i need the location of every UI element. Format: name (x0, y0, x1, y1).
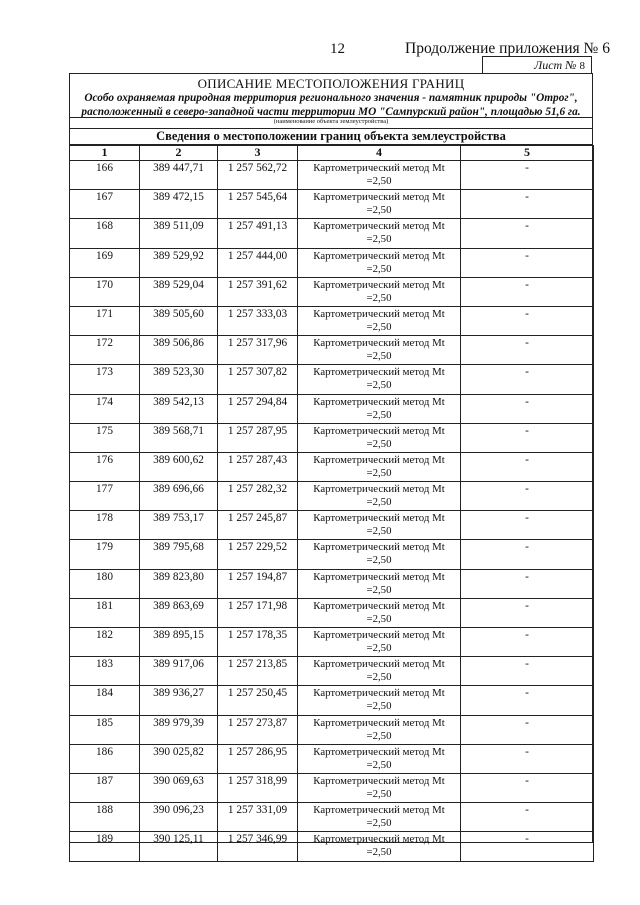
point-number-cell: 189 (70, 832, 140, 861)
document-title: ОПИСАНИЕ МЕСТОПОЛОЖЕНИЯ ГРАНИЦ (197, 76, 465, 91)
method-cell (298, 569, 461, 598)
method-cell (298, 190, 461, 219)
method-line2: =2,50 (366, 525, 392, 538)
note-cell: - (461, 336, 594, 365)
y-coordinate-cell: 1 257 545,64 (218, 190, 298, 219)
method-line2: =2,50 (366, 583, 392, 596)
method-cell (298, 773, 461, 802)
method-cell (298, 511, 461, 540)
method-cell (298, 715, 461, 744)
table-row (70, 219, 594, 248)
note-cell: - (461, 569, 594, 598)
point-number-cell: 182 (70, 628, 140, 657)
method-line1: Картометрический метод Mt (313, 658, 445, 671)
y-coordinate-cell: 1 257 562,72 (218, 161, 298, 190)
x-coordinate-cell: 389 511,09 (140, 219, 218, 248)
method-line1: Картометрический метод Mt (313, 249, 445, 262)
y-coordinate-cell: 1 257 294,84 (218, 394, 298, 423)
y-coordinate-cell: 1 257 194,87 (218, 569, 298, 598)
table-row (70, 569, 594, 598)
section-title: Сведения о местоположении границ объекта землеустройства (70, 128, 592, 145)
method-cell (298, 686, 461, 715)
method-cell (298, 161, 461, 190)
method-cell (298, 744, 461, 773)
sheet-label-box (482, 56, 592, 73)
y-coordinate-cell: 1 257 391,62 (218, 277, 298, 306)
method-line1: Картометрический метод Mt (313, 541, 445, 554)
method-line2: =2,50 (366, 700, 392, 713)
table-row (70, 161, 594, 190)
method-line1: Картометрический метод Mt (313, 453, 445, 466)
x-coordinate-cell: 389 529,92 (140, 248, 218, 277)
note-cell: - (461, 803, 594, 832)
x-coordinate-cell: 390 096,23 (140, 803, 218, 832)
method-cell (298, 803, 461, 832)
method-line2: =2,50 (366, 554, 392, 567)
method-line2: =2,50 (366, 233, 392, 246)
x-coordinate-cell: 389 529,04 (140, 277, 218, 306)
note-cell: - (461, 773, 594, 802)
point-number-cell: 168 (70, 219, 140, 248)
note-cell: - (461, 277, 594, 306)
method-line2: =2,50 (366, 437, 392, 450)
point-number-cell: 178 (70, 511, 140, 540)
x-coordinate-cell: 389 979,39 (140, 715, 218, 744)
note-cell: - (461, 832, 594, 861)
x-coordinate-cell: 389 917,06 (140, 657, 218, 686)
note-cell: - (461, 657, 594, 686)
page-number: 12 (330, 41, 345, 57)
method-cell (298, 365, 461, 394)
y-coordinate-cell: 1 257 444,00 (218, 248, 298, 277)
y-coordinate-cell: 1 257 286,95 (218, 744, 298, 773)
method-line2: =2,50 (366, 846, 392, 859)
point-number-cell: 186 (70, 744, 140, 773)
x-coordinate-cell: 389 936,27 (140, 686, 218, 715)
y-coordinate-cell: 1 257 213,85 (218, 657, 298, 686)
point-number-cell: 175 (70, 423, 140, 452)
point-number-cell: 177 (70, 482, 140, 511)
y-coordinate-cell: 1 257 331,09 (218, 803, 298, 832)
method-line2: =2,50 (366, 320, 392, 333)
x-coordinate-cell: 389 542,13 (140, 394, 218, 423)
document-subtitle-line2: расположенный в северо-западной части территории МО "Сампурский район", площадью 51,6 га. (81, 106, 581, 118)
method-cell (298, 423, 461, 452)
sheet-label: Лист № (534, 58, 577, 72)
method-line2: =2,50 (366, 612, 392, 625)
point-number-cell: 172 (70, 336, 140, 365)
method-line1: Картометрический метод Mt (313, 162, 445, 174)
note-cell: - (461, 628, 594, 657)
y-coordinate-cell: 1 257 245,87 (218, 511, 298, 540)
table-body (70, 161, 594, 862)
table-row (70, 394, 594, 423)
method-cell (298, 277, 461, 306)
method-line2: =2,50 (366, 466, 392, 479)
x-coordinate-cell: 389 823,80 (140, 569, 218, 598)
x-coordinate-cell: 390 069,63 (140, 773, 218, 802)
point-number-cell: 180 (70, 569, 140, 598)
point-number-cell: 185 (70, 715, 140, 744)
method-cell (298, 306, 461, 335)
x-coordinate-cell: 389 895,15 (140, 628, 218, 657)
note-cell: - (461, 394, 594, 423)
x-coordinate-cell: 390 125,11 (140, 832, 218, 861)
note-cell: - (461, 161, 594, 190)
column-header-4: 4 (298, 146, 461, 161)
note-cell: - (461, 715, 594, 744)
y-coordinate-cell: 1 257 250,45 (218, 686, 298, 715)
y-coordinate-cell: 1 257 333,03 (218, 306, 298, 335)
table-row (70, 657, 594, 686)
table-row (70, 277, 594, 306)
method-line2: =2,50 (366, 729, 392, 742)
x-coordinate-cell: 389 795,68 (140, 540, 218, 569)
point-number-cell: 169 (70, 248, 140, 277)
coordinates-table (69, 145, 594, 862)
x-coordinate-cell: 389 696,66 (140, 482, 218, 511)
table-row (70, 365, 594, 394)
method-line2: =2,50 (366, 379, 392, 392)
method-line1: Картометрический метод Mt (313, 366, 445, 379)
method-cell (298, 219, 461, 248)
y-coordinate-cell: 1 257 317,96 (218, 336, 298, 365)
method-line2: =2,50 (366, 350, 392, 363)
method-cell (298, 598, 461, 627)
method-line2: =2,50 (366, 758, 392, 771)
method-line2: =2,50 (366, 408, 392, 421)
y-coordinate-cell: 1 257 491,13 (218, 219, 298, 248)
x-coordinate-cell: 390 025,82 (140, 744, 218, 773)
method-line1: Картометрический метод Mt (313, 804, 445, 817)
note-cell: - (461, 452, 594, 481)
y-coordinate-cell: 1 257 287,43 (218, 452, 298, 481)
method-line1: Картометрический метод Mt (313, 483, 445, 496)
method-line2: =2,50 (366, 175, 392, 187)
table-row (70, 423, 594, 452)
x-coordinate-cell: 389 753,17 (140, 511, 218, 540)
y-coordinate-cell: 1 257 273,87 (218, 715, 298, 744)
method-cell (298, 452, 461, 481)
note-cell: - (461, 598, 594, 627)
method-line1: Картометрический метод Mt (313, 220, 445, 233)
x-coordinate-cell: 389 600,62 (140, 452, 218, 481)
point-number-cell: 166 (70, 161, 140, 190)
y-coordinate-cell: 1 257 178,35 (218, 628, 298, 657)
table-row (70, 686, 594, 715)
table-row (70, 482, 594, 511)
point-number-cell: 179 (70, 540, 140, 569)
column-header-5: 5 (461, 146, 594, 161)
sheet-number: 8 (579, 60, 585, 72)
y-coordinate-cell: 1 257 318,99 (218, 773, 298, 802)
note-cell: - (461, 482, 594, 511)
point-number-cell: 187 (70, 773, 140, 802)
note-cell: - (461, 365, 594, 394)
object-caption: (наименование объекта землеустройства) (273, 118, 389, 125)
point-number-cell: 181 (70, 598, 140, 627)
method-line1: Картометрический метод Mt (313, 307, 445, 320)
method-line1: Картометрический метод Mt (313, 629, 445, 641)
method-cell (298, 540, 461, 569)
table-row (70, 511, 594, 540)
x-coordinate-cell: 389 863,69 (140, 598, 218, 627)
method-cell (298, 657, 461, 686)
method-line2: =2,50 (366, 496, 392, 509)
table-row (70, 190, 594, 219)
x-coordinate-cell: 389 568,71 (140, 423, 218, 452)
method-line1: Картометрический метод Mt (313, 395, 445, 408)
table-row (70, 248, 594, 277)
method-line1: Картометрический метод Mt (313, 570, 445, 583)
note-cell: - (461, 540, 594, 569)
point-number-cell: 184 (70, 686, 140, 715)
x-coordinate-cell: 389 506,86 (140, 336, 218, 365)
y-coordinate-cell: 1 257 307,82 (218, 365, 298, 394)
note-cell: - (461, 423, 594, 452)
note-cell: - (461, 744, 594, 773)
method-line1: Картометрический метод Mt (313, 774, 445, 787)
method-line1: Картометрический метод Mt (313, 191, 445, 204)
method-line1: Картометрический метод Mt (313, 716, 445, 729)
point-number-cell: 167 (70, 190, 140, 219)
table-row (70, 540, 594, 569)
table-row (70, 773, 594, 802)
point-number-cell: 170 (70, 277, 140, 306)
table-row (70, 336, 594, 365)
x-coordinate-cell: 389 447,71 (140, 161, 218, 190)
table-row (70, 744, 594, 773)
method-line1: Картометрический метод Mt (313, 278, 445, 291)
x-coordinate-cell: 389 505,60 (140, 306, 218, 335)
table-row (70, 715, 594, 744)
document-frame (69, 73, 593, 859)
document-subtitle-line1: Особо охраняемая природная территория регионального значения - памятник природы "Отрог", (84, 92, 578, 104)
table-header-row (70, 146, 594, 161)
method-line1: Картометрический метод Mt (313, 512, 445, 525)
table-row (70, 452, 594, 481)
method-line1: Картометрический метод Mt (313, 424, 445, 437)
point-number-cell: 183 (70, 657, 140, 686)
point-number-cell: 173 (70, 365, 140, 394)
note-cell: - (461, 306, 594, 335)
method-line2: =2,50 (366, 817, 392, 830)
y-coordinate-cell: 1 257 346,99 (218, 832, 298, 861)
note-cell: - (461, 219, 594, 248)
column-header-1: 1 (70, 146, 140, 161)
column-header-3: 3 (218, 146, 298, 161)
point-number-cell: 176 (70, 452, 140, 481)
column-header-2: 2 (140, 146, 218, 161)
note-cell: - (461, 190, 594, 219)
method-cell (298, 482, 461, 511)
table-row (70, 832, 594, 861)
x-coordinate-cell: 389 523,30 (140, 365, 218, 394)
method-cell (298, 832, 461, 861)
method-cell (298, 628, 461, 657)
point-number-cell: 171 (70, 306, 140, 335)
method-line2: =2,50 (366, 204, 392, 217)
method-line2: =2,50 (366, 671, 392, 684)
table-row (70, 306, 594, 335)
table-row (70, 598, 594, 627)
method-cell (298, 248, 461, 277)
x-coordinate-cell: 389 472,15 (140, 190, 218, 219)
note-cell: - (461, 248, 594, 277)
table-row (70, 628, 594, 657)
method-line1: Картометрический метод Mt (313, 833, 445, 846)
method-line1: Картометрический метод Mt (313, 745, 445, 758)
point-number-cell: 188 (70, 803, 140, 832)
y-coordinate-cell: 1 257 229,52 (218, 540, 298, 569)
method-line1: Картометрический метод Mt (313, 687, 445, 700)
method-line2: =2,50 (366, 642, 392, 654)
y-coordinate-cell: 1 257 171,98 (218, 598, 298, 627)
appendix-label: Продолжение приложения № 6 (405, 40, 610, 57)
method-cell (298, 394, 461, 423)
method-line2: =2,50 (366, 787, 392, 800)
table-row (70, 803, 594, 832)
note-cell: - (461, 511, 594, 540)
method-line2: =2,50 (366, 262, 392, 275)
y-coordinate-cell: 1 257 282,32 (218, 482, 298, 511)
method-line1: Картометрический метод Mt (313, 599, 445, 612)
method-line2: =2,50 (366, 291, 392, 304)
note-cell: - (461, 686, 594, 715)
method-line1: Картометрический метод Mt (313, 337, 445, 350)
method-cell (298, 336, 461, 365)
point-number-cell: 174 (70, 394, 140, 423)
y-coordinate-cell: 1 257 287,95 (218, 423, 298, 452)
